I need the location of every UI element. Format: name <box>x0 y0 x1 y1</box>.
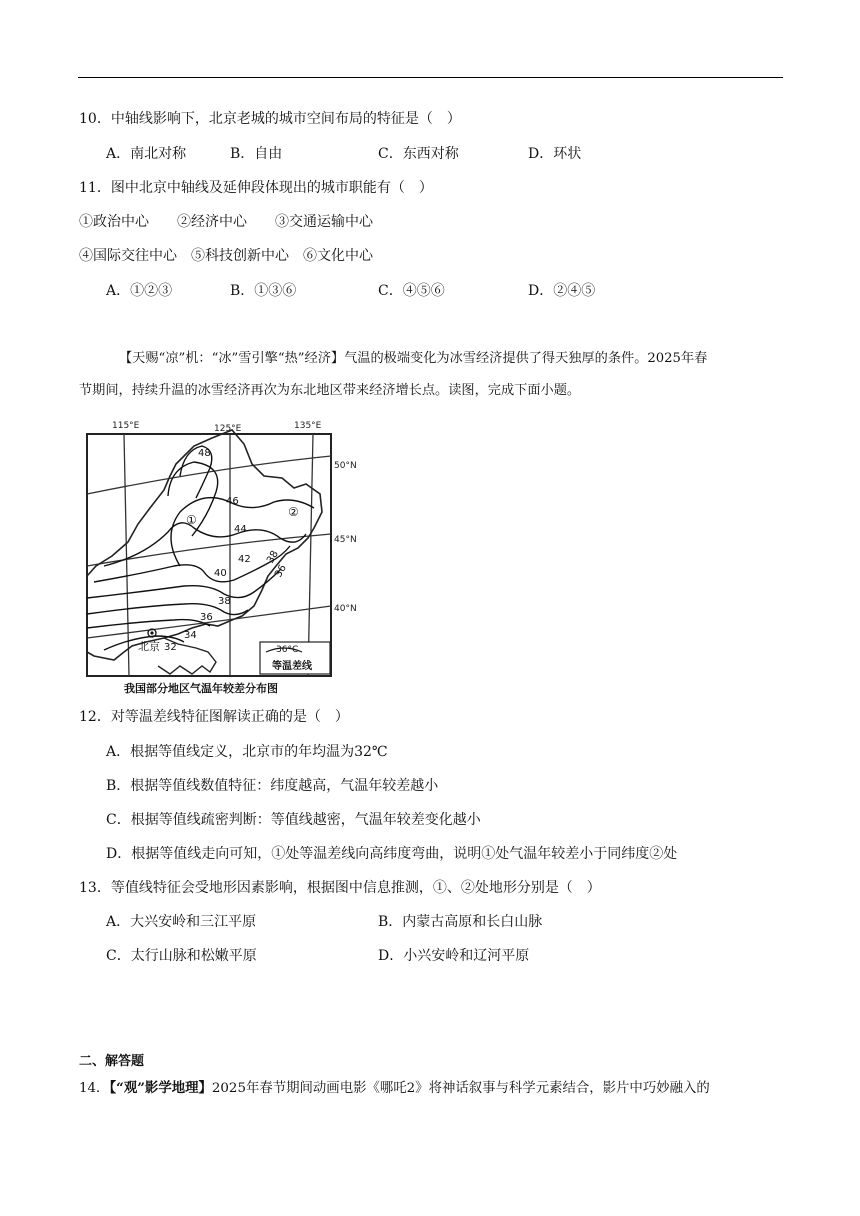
isoline-label-36-east: 36 <box>273 562 289 580</box>
q14-line <box>79 1078 710 1099</box>
isoline-34 <box>87 620 210 628</box>
q13-stem: 13．等值线特征会受地形因素影响，根据图中信息推测，①、②处地形分别是（ ） <box>79 880 601 896</box>
q13-option-d: D．小兴安岭和辽河平原 <box>378 948 530 964</box>
q13-option-c: C．太行山脉和松嫩平原 <box>106 948 257 964</box>
isoline-38 <box>87 570 280 598</box>
isoline-label-34: 34 <box>184 630 197 641</box>
legend-value: 36°C <box>276 645 299 655</box>
lon-label-135: 135°E <box>294 421 322 431</box>
q14-tag: 【“观”影学地理】 <box>109 1080 212 1096</box>
temperature-range-map <box>84 416 364 696</box>
q10-stem: 10．中轴线影响下，北京老城的城市空间布局的特征是（ ） <box>79 111 461 127</box>
legend-label: 等温差线 <box>272 661 312 672</box>
lat-label-50: 50°N <box>334 461 357 471</box>
q12-stem: 12．对等温差线特征图解读正确的是（ ） <box>79 709 349 725</box>
q11-option-c: C．④⑤⑥ <box>378 283 445 299</box>
isoline-label-42: 42 <box>238 554 251 565</box>
isoline-label-48: 48 <box>198 448 211 459</box>
map-caption: 我国部分地区气温年较差分布图 <box>124 682 278 695</box>
q14-number: 14． <box>79 1081 110 1096</box>
q11-option-d: D．②④⑤ <box>528 283 596 299</box>
q13-option-a: A．大兴安岭和三江平原 <box>106 914 257 930</box>
q12-option-a: A．根据等值线定义，北京市的年均温为32℃ <box>106 744 388 760</box>
isoline-label-38-east: 38 <box>265 548 281 566</box>
beijing-label: 北京 <box>138 640 160 653</box>
meridian-115 <box>124 434 129 676</box>
q12-option-c: C．根据等值线疏密判断：等值线越密，气温年较差变化越小 <box>106 812 481 828</box>
isoline-label-40: 40 <box>214 568 227 579</box>
isoline-label-38: 38 <box>218 596 231 607</box>
q12-option-d: D．根据等值线走向可知，①处等温差线向高纬度弯曲，说明①处气温年较差小于同纬度②处 <box>106 846 678 862</box>
q11-choices-line2: ④国际交往中心 ⑤科技创新中心 ⑥文化中心 <box>79 248 373 264</box>
intro-line-1: 【天赐“凉”机：“冰”雪引擎“热”经济】气温的极端变化为冰雪经济提供了得天独厚的条件。2025年春 <box>119 351 708 366</box>
q11-choices-line1: ①政治中心 ②经济中心 ③交通运输中心 <box>79 214 373 230</box>
q14-text: 2025年春节期间动画电影《哪吒2》将神话叙事与科学元素结合，影片中巧妙融入的 <box>211 1081 710 1096</box>
meridian-135 <box>308 434 313 676</box>
isoline-label-32: 32 <box>164 642 177 653</box>
lon-label-115: 115°E <box>112 421 140 431</box>
isoline-label-36: 36 <box>200 612 213 623</box>
q10-option-c: C．东西对称 <box>378 146 459 162</box>
section-2-title: 二、解答题 <box>79 1054 145 1069</box>
q11-option-a: A．①②③ <box>106 283 173 299</box>
q10-option-b: B．自由 <box>230 146 283 162</box>
isoline-40 <box>94 546 290 582</box>
intro-line-2: 节期间，持续升温的冰雪经济再次为东北地区带来经济增长点。读图，完成下面小题。 <box>79 383 581 398</box>
map-svg <box>84 416 364 696</box>
q10-option-d: D．环状 <box>528 146 582 162</box>
q13-option-b: B．内蒙古高原和长白山脉 <box>378 914 543 930</box>
q12-option-b: B．根据等值线数值特征：纬度越高，气温年较差越小 <box>106 778 439 794</box>
marker-1: ① <box>186 513 197 527</box>
q11-stem: 11．图中北京中轴线及延伸段体现出的城市职能有（ ） <box>79 180 433 196</box>
lon-label-125: 125°E <box>214 424 242 434</box>
marker-2: ② <box>288 505 299 519</box>
q11-option-b: B．①③⑥ <box>230 283 297 299</box>
header-rule <box>78 77 783 78</box>
lat-label-40: 40°N <box>334 604 357 614</box>
isoline-label-46: 46 <box>226 496 239 507</box>
isoline-label-44: 44 <box>234 524 247 535</box>
q10-option-a: A．南北对称 <box>106 146 187 162</box>
lat-label-45: 45°N <box>334 535 357 545</box>
